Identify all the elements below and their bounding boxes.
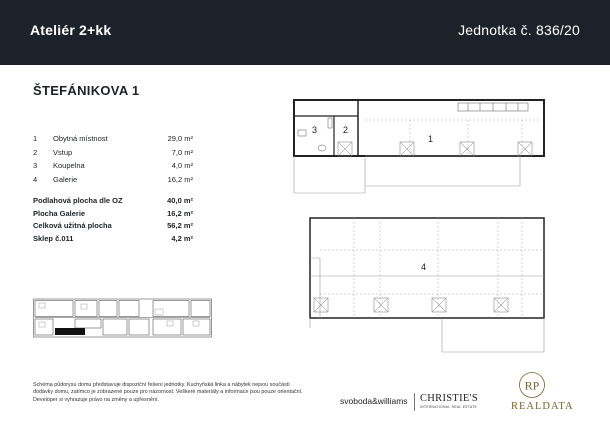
address-heading: ŠTEFÁNIKOVA 1 bbox=[33, 83, 140, 98]
total-row bbox=[33, 234, 193, 247]
total-label: Sklep č.011 bbox=[33, 233, 74, 243]
christies-subtitle: INTERNATIONAL REAL ESTATE bbox=[420, 405, 478, 409]
room-label-4: 4 bbox=[421, 262, 427, 272]
room-row bbox=[33, 134, 193, 148]
total-row bbox=[33, 221, 193, 234]
room-name: Galerie bbox=[53, 174, 78, 184]
total-label: Plocha Galerie bbox=[33, 208, 86, 218]
room-label-2: 2 bbox=[343, 125, 349, 135]
total-row bbox=[33, 209, 193, 222]
total-row bbox=[33, 196, 193, 209]
total-value: 16,2 m² bbox=[167, 208, 193, 218]
christies-logo: CHRISTIE'S bbox=[420, 393, 478, 404]
room-area: 16,2 m² bbox=[167, 174, 193, 184]
room-label-3: 3 bbox=[312, 125, 318, 135]
logo-bar bbox=[340, 378, 600, 420]
total-value: 40,0 m² bbox=[167, 196, 193, 205]
room-number: 3 bbox=[33, 161, 38, 170]
room-label-1: 1 bbox=[428, 134, 434, 144]
room-number: 4 bbox=[33, 174, 38, 184]
room-area: 7,0 m² bbox=[171, 147, 193, 157]
room-area: 4,0 m² bbox=[171, 161, 193, 170]
total-value: 4,2 m² bbox=[171, 233, 193, 243]
realdata-logo: REALDATA bbox=[511, 401, 574, 412]
room-number: 1 bbox=[33, 134, 38, 143]
area-totals bbox=[33, 196, 193, 246]
room-row bbox=[33, 148, 193, 162]
room-name: Vstup bbox=[53, 147, 73, 157]
room-list bbox=[33, 134, 193, 188]
room-name: Obytná místnost bbox=[53, 134, 108, 143]
total-value: 56,2 m² bbox=[167, 221, 193, 230]
room-name: Koupelna bbox=[53, 161, 85, 170]
realdata-mark: RP bbox=[524, 378, 540, 393]
key-plan bbox=[33, 295, 213, 343]
svoboda-williams-logo: svoboda&williams bbox=[340, 396, 408, 406]
realdata-emblem-icon bbox=[518, 371, 546, 399]
current-unit-highlight bbox=[55, 328, 85, 335]
room-area: 29,0 m² bbox=[167, 134, 193, 143]
room-number: 2 bbox=[33, 147, 38, 157]
disclaimer-text: Schéma půdorysu domu představuje dispoziční řešení jednotky. Kuchyňská linka a nábytek nejsou součástí dodávky domu, zatímco je zobrazené pouze pro názornost. Veškeré materiály a informace jsou pouze orientační. Developer si vyhrazuje právo na změny a upřesnění. bbox=[33, 382, 303, 403]
room-row bbox=[33, 161, 193, 175]
room-row bbox=[33, 175, 193, 189]
floor-plan bbox=[290, 98, 550, 356]
unit-number: Jednotka č. 836/20 bbox=[458, 22, 580, 38]
total-label: Celková užitná plocha bbox=[33, 221, 112, 230]
header-bar bbox=[0, 0, 610, 65]
total-label: Podlahová plocha dle OZ bbox=[33, 196, 123, 205]
logo-divider bbox=[414, 393, 415, 411]
layout-title: Ateliér 2+kk bbox=[30, 22, 112, 38]
